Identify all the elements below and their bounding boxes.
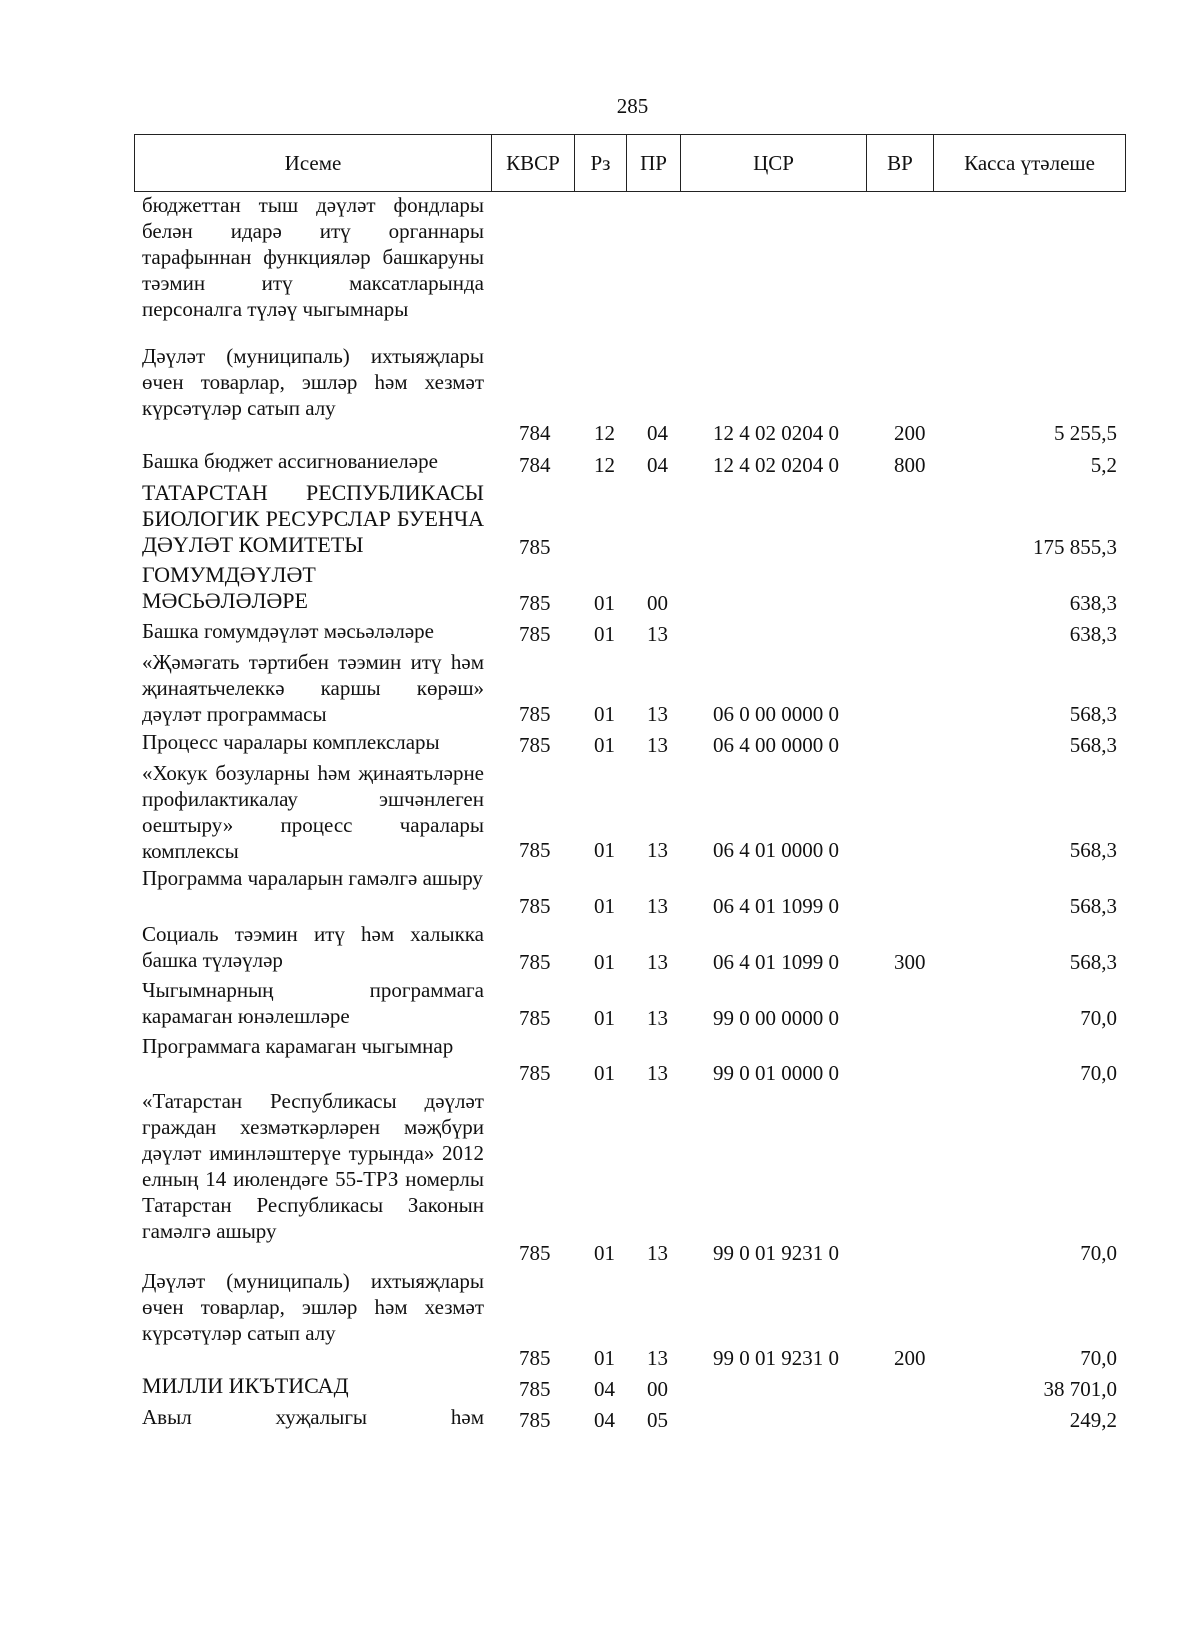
row-name: Дәүләт (муниципаль) ихтыяҗлары өчен товарлар, эшләр һәм хезмәт күрсәтүләр сатып алу [142, 1269, 484, 1345]
row-csr: 99 0 01 9231 0 [713, 1241, 839, 1265]
row-rz: 01 [594, 950, 615, 974]
row-pr: 13 [647, 950, 668, 974]
row-sum: 38 701,0 [1043, 1377, 1117, 1401]
row-pr: 13 [647, 1061, 668, 1085]
table-row [0, 729, 1200, 760]
row-pr: 13 [647, 1241, 668, 1265]
table-row [0, 480, 1200, 562]
row-name: Дәүләт (муниципаль) ихтыяҗлары өчен товарлар, эшләр һәм хезмәт күрсәтүләр сатып алу [142, 344, 484, 420]
row-pr: 13 [647, 894, 668, 918]
header-csr: ЦСР [681, 135, 867, 192]
row-sum: 568,3 [1069, 733, 1117, 757]
row-name: Программага карамаган чыгымнар [142, 1034, 454, 1058]
row-vr: 200 [894, 1346, 926, 1370]
row-sum: 568,3 [1069, 702, 1117, 726]
row-sum: 249,2 [1069, 1408, 1117, 1432]
page-number: 285 [616, 94, 649, 118]
row-sum: 568,3 [1069, 950, 1117, 974]
row-csr: 99 0 00 0000 0 [713, 1006, 839, 1030]
row-sum: 70,0 [1080, 1061, 1117, 1085]
row-kvsr: 785 [519, 1061, 551, 1085]
row-rz: 01 [594, 702, 615, 726]
table-row [0, 448, 1200, 480]
row-kvsr: 784 [519, 421, 551, 445]
row-kvsr: 785 [519, 1346, 551, 1370]
row-pr: 00 [647, 1377, 668, 1401]
table-row [0, 921, 1200, 977]
row-csr: 06 0 00 0000 0 [713, 702, 839, 726]
header-sum: Касса үтәлеше [934, 135, 1126, 192]
row-sum: 568,3 [1069, 894, 1117, 918]
row-pr: 13 [647, 622, 668, 646]
row-pr: 13 [647, 1346, 668, 1370]
row-rz: 01 [594, 894, 615, 918]
table-row [0, 562, 1200, 618]
row-name: «Хокук бозуларны һәм җинаятьләрне профилактикалау эшчәнлеген оештыру» процесс чаралары комплексы [142, 761, 484, 863]
row-csr: 06 4 01 1099 0 [713, 950, 839, 974]
table-row [0, 865, 1200, 921]
row-sum: 638,3 [1069, 622, 1117, 646]
table-row [0, 192, 1200, 343]
row-rz: 12 [594, 453, 615, 477]
row-rz: 12 [594, 421, 615, 445]
row-name: «Җәмәгать тәртибен тәэмин итү һәм җинаятьчелеккә каршы көрәш» дәүләт программасы [142, 650, 484, 726]
row-name: Чыгымнарның программага карамаган юнәлешләре [142, 978, 484, 1028]
row-kvsr: 785 [519, 1408, 551, 1432]
row-pr: 13 [647, 838, 668, 862]
row-vr: 300 [894, 950, 926, 974]
row-csr: 06 4 00 0000 0 [713, 733, 839, 757]
header-pr: ПР [627, 135, 681, 192]
row-name: ТАТАРСТАН РЕСПУБЛИКАСЫ БИОЛОГИК РЕСУРСЛАР БУЕНЧА ДӘҮЛӘТ КОМИТЕТЫ [142, 480, 484, 557]
row-rz: 01 [594, 1241, 615, 1265]
header-kvsr: КВСР [492, 135, 575, 192]
row-kvsr: 785 [519, 622, 551, 646]
row-pr: 13 [647, 733, 668, 757]
row-name: Социаль тәэмин итү һәм халыкка башка түләүләр [142, 922, 484, 972]
table-row [0, 649, 1200, 729]
row-kvsr: 784 [519, 453, 551, 477]
table-row [0, 977, 1200, 1033]
header-name: Исеме [135, 135, 492, 192]
row-vr: 800 [894, 453, 926, 477]
row-kvsr: 785 [519, 1006, 551, 1030]
row-name: Программа чараларын гамәлгә ашыру [142, 866, 483, 890]
row-csr: 12 4 02 0204 0 [713, 421, 839, 445]
row-rz: 01 [594, 838, 615, 862]
row-name: Авыл хуҗалыгы һәм [142, 1405, 484, 1429]
row-sum: 70,0 [1080, 1006, 1117, 1030]
row-rz: 01 [594, 622, 615, 646]
row-rz: 01 [594, 1006, 615, 1030]
header-vr: ВР [867, 135, 934, 192]
row-name: МИЛЛИ ИКЪТИСАД [142, 1373, 349, 1398]
table-row [0, 343, 1200, 448]
row-kvsr: 785 [519, 894, 551, 918]
table-row [0, 1404, 1200, 1440]
row-pr: 04 [647, 453, 668, 477]
row-rz: 04 [594, 1408, 615, 1432]
row-pr: 13 [647, 1006, 668, 1030]
row-kvsr: 785 [519, 733, 551, 757]
table-row [0, 618, 1200, 649]
row-csr: 06 4 01 0000 0 [713, 838, 839, 862]
table-row [0, 760, 1200, 865]
row-kvsr: 785 [519, 702, 551, 726]
row-kvsr: 785 [519, 535, 551, 559]
row-sum: 175 855,3 [1033, 535, 1117, 559]
row-name: «Татарстан Республикасы дәүләт граждан хезмәткәрләрен мәҗбүри дәүләт иминләштерүе турында» 2012 елның 14 июлендәге 55-ТРЗ номерлы Татарстан Республикасы Законын гамәлгә ашыру [142, 1089, 484, 1243]
table-row [0, 1373, 1200, 1404]
table-header [134, 134, 1126, 192]
row-rz: 01 [594, 733, 615, 757]
row-csr: 12 4 02 0204 0 [713, 453, 839, 477]
row-kvsr: 785 [519, 950, 551, 974]
row-csr: 99 0 01 0000 0 [713, 1061, 839, 1085]
row-rz: 01 [594, 1061, 615, 1085]
row-pr: 13 [647, 702, 668, 726]
row-pr: 05 [647, 1408, 668, 1432]
table-row [0, 1033, 1200, 1088]
row-rz: 01 [594, 1346, 615, 1370]
row-kvsr: 785 [519, 591, 551, 615]
row-sum: 5,2 [1090, 453, 1117, 477]
table-row [0, 1088, 1200, 1268]
row-name: Башка бюджет ассигнованиеләре [142, 449, 438, 473]
row-name: ГОМУМДӘҮЛӘТ МӘСЬӘЛӘЛӘРЕ [142, 562, 316, 613]
row-rz: 01 [594, 591, 615, 615]
row-sum: 70,0 [1080, 1241, 1117, 1265]
row-name: бюджеттан тыш дәүләт фондлары белән идарә итү органнары тарафыннан функцияләр башкаруны тәэмин итү максатларында персоналга түләү чыгымнары [142, 193, 484, 321]
row-vr: 200 [894, 421, 926, 445]
table-body [0, 192, 1200, 1440]
header-rz: Рз [575, 135, 627, 192]
row-rz: 04 [594, 1377, 615, 1401]
row-csr: 06 4 01 1099 0 [713, 894, 839, 918]
row-sum: 638,3 [1069, 591, 1117, 615]
table-row [0, 1268, 1200, 1373]
row-kvsr: 785 [519, 838, 551, 862]
row-sum: 568,3 [1069, 838, 1117, 862]
row-sum: 70,0 [1080, 1346, 1117, 1370]
row-csr: 99 0 01 9231 0 [713, 1346, 839, 1370]
row-name: Процесс чаралары комплекслары [142, 730, 440, 754]
row-kvsr: 785 [519, 1377, 551, 1401]
row-sum: 5 255,5 [1054, 421, 1117, 445]
row-name: Башка гомумдәүләт мәсьәләләре [142, 619, 434, 643]
row-pr: 00 [647, 591, 668, 615]
row-pr: 04 [647, 421, 668, 445]
row-kvsr: 785 [519, 1241, 551, 1265]
